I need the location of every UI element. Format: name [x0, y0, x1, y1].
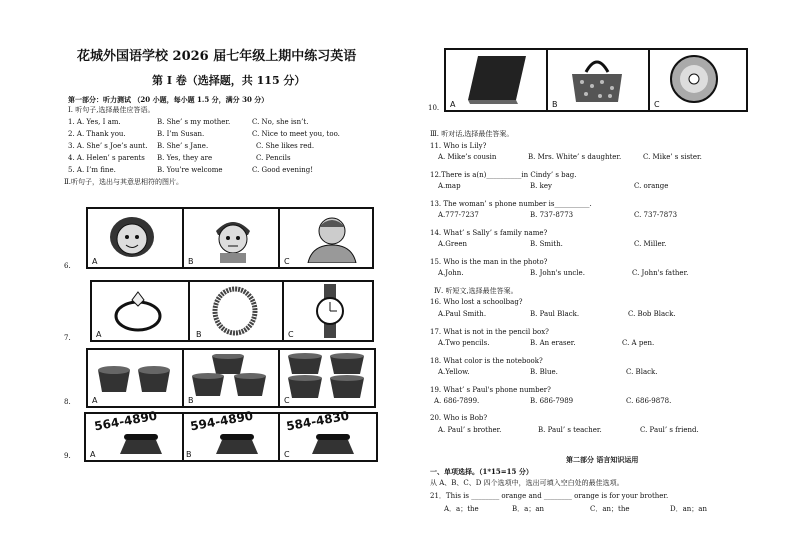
- question: 13. The woman’ s phone number is__________.: [430, 200, 592, 208]
- list-item: C. No, she isn’t.: [252, 118, 309, 126]
- picture-strip-10: [444, 48, 748, 112]
- list-item: C. Good evening!: [252, 166, 314, 174]
- option-c: C. 737-7873: [634, 211, 678, 219]
- row-number: 8.: [64, 398, 71, 406]
- phone-number-c: 584-4830: [285, 408, 351, 434]
- list-item: C. Pencils: [256, 154, 291, 162]
- option-b: B. 737-8773: [530, 211, 574, 219]
- option-c: C. Black.: [626, 368, 658, 376]
- picture-strip-8: [86, 348, 376, 408]
- telephone-icon: [308, 434, 358, 456]
- man-face-icon: [302, 211, 362, 263]
- option-label: C: [284, 396, 290, 405]
- question: 12.There is a(n)__________in Cindy’ s bag.: [430, 171, 577, 179]
- sec4-heading: Ⅳ. 听短文,选择最佳答案。: [434, 287, 518, 295]
- option-label: B: [552, 100, 558, 109]
- question: 11. Who is Lily?: [430, 142, 487, 150]
- option-b: B. John's uncle.: [530, 269, 585, 277]
- girl-face-icon: [104, 213, 160, 263]
- list-item: 1. A. Yes, I am.: [68, 118, 121, 126]
- option-label: B: [186, 450, 192, 459]
- question-21: 21．This is ________ orange and ________ orange is for your brother.: [430, 492, 669, 500]
- telephone-icon: [212, 434, 262, 456]
- sec1-heading: Ⅰ. 听句子,选择最佳应答语。: [68, 106, 155, 114]
- question: 20. Who is Bob?: [430, 414, 488, 422]
- option-label: A: [90, 450, 96, 459]
- option-label: A: [92, 257, 98, 266]
- ring-icon: [110, 288, 166, 334]
- list-item: B. Yes, they are: [157, 154, 213, 162]
- picture-strip-7: [90, 280, 374, 342]
- option-label: B: [196, 330, 202, 339]
- option-d: D．an；an: [670, 505, 707, 513]
- row-number: 6.: [64, 262, 71, 270]
- list-item: B. She’ s Jane.: [157, 142, 209, 150]
- question: 19. What’ s Paul's phone number?: [430, 386, 551, 394]
- cd-disc-icon: [666, 54, 722, 104]
- option-c: C．an；the: [590, 505, 630, 513]
- option-c: C. John's father.: [632, 269, 689, 277]
- option-b: B．a；an: [512, 505, 544, 513]
- question: 16. Who lost a schoolbag?: [430, 298, 523, 306]
- list-item: 4. A. Helen’ s parents: [68, 154, 145, 162]
- option-label: C: [288, 330, 294, 339]
- row-number: 10.: [428, 104, 440, 112]
- option-c: C. Bob Black.: [628, 310, 676, 318]
- list-item: 2. A. Thank you.: [68, 130, 126, 138]
- option-label: C: [654, 100, 660, 109]
- option-b: B. Mrs. White’ s daughter.: [528, 153, 622, 161]
- option-label: B: [188, 396, 194, 405]
- option-a: A.777-7237: [438, 211, 479, 219]
- option-a: A. Mike’s cousin: [438, 153, 497, 161]
- question: 15. Who is the man in the photo?: [430, 258, 548, 266]
- option-b: B. 686-7989: [530, 397, 574, 405]
- question: 17. What is not in the pencil box?: [430, 328, 549, 336]
- option-b: B. Blue.: [530, 368, 558, 376]
- option-a: A.Paul Smith.: [438, 310, 487, 318]
- list-item: B. You’re welcome: [157, 166, 223, 174]
- watch-icon: [310, 284, 350, 338]
- book-icon: [464, 54, 530, 106]
- option-a: A.John.: [438, 269, 464, 277]
- option-a: A.Green: [438, 240, 468, 248]
- four-cups-icon: [284, 352, 370, 402]
- question: 18. What color is the notebook?: [430, 357, 543, 365]
- option-label: C: [284, 257, 290, 266]
- option-a: A.map: [438, 182, 461, 190]
- option-a: A. Paul’ s brother.: [438, 426, 502, 434]
- option-c: C. orange: [634, 182, 669, 190]
- handbag-icon: [564, 52, 630, 106]
- row-number: 7.: [64, 334, 71, 342]
- necklace-icon: [210, 286, 260, 336]
- list-item: C. She likes red.: [256, 142, 315, 150]
- part1-header: 第一部分：听力测试 （20 小题，每小题 1.5 分，满分 30 分）: [68, 95, 269, 104]
- phone-number-a: 564-4890: [93, 408, 159, 434]
- option-c: C. Paul’ s friend.: [640, 426, 699, 434]
- option-c: C. 686-9878.: [626, 397, 672, 405]
- list-item: 3. A. She’ s Joe’s aunt.: [68, 142, 148, 150]
- option-a: A. 686-7899.: [434, 397, 480, 405]
- phone-number-b: 594-4890: [189, 408, 255, 434]
- part2-instruction: 从 A、B、C、D 四个选项中，选出可填入空白处的最佳选项。: [430, 479, 624, 487]
- option-a: A．a；the: [444, 505, 479, 513]
- option-label: A: [92, 396, 98, 405]
- option-b: B. key: [530, 182, 552, 190]
- part2-header: 第二部分 语言知识运用: [566, 455, 639, 464]
- three-cups-icon: [188, 354, 274, 400]
- volume-heading: 第 I 卷（选择题，共 115 分）: [152, 74, 306, 87]
- option-b: B. An eraser.: [530, 339, 576, 347]
- option-label: A: [96, 330, 102, 339]
- option-b: B. Smith.: [530, 240, 563, 248]
- sec2-heading: Ⅱ.听句子，选出与其意思相符的图片。: [64, 178, 183, 186]
- option-b: B. Paul’ s teacher.: [538, 426, 602, 434]
- option-label: A: [450, 100, 456, 109]
- option-label: C: [284, 450, 290, 459]
- two-cups-icon: [94, 364, 178, 400]
- telephone-icon: [116, 434, 166, 456]
- option-c: C. Mike’ s sister.: [643, 153, 702, 161]
- option-a: A.Yellow.: [438, 368, 470, 376]
- row-number: 9.: [64, 452, 71, 460]
- option-label: B: [188, 257, 194, 266]
- picture-strip-9: [84, 408, 378, 462]
- picture-strip-6: [86, 207, 374, 269]
- option-c: C. A pen.: [622, 339, 655, 347]
- boy-face-icon: [208, 213, 258, 263]
- option-a: A.Two pencils.: [438, 339, 490, 347]
- part2-sec1-heading: 一、单项选择。（1*15=15 分）: [430, 467, 533, 476]
- option-b: B. Paul Black.: [530, 310, 580, 318]
- list-item: 5. A. I’m fine.: [68, 166, 116, 174]
- list-item: B. She’ s my mother.: [157, 118, 231, 126]
- option-c: C. Miller.: [634, 240, 667, 248]
- page-title: 花城外国语学校 2026 届七年级上期中练习英语: [77, 49, 357, 64]
- sec3-heading: Ⅲ. 听对话,选择最佳答案。: [430, 130, 514, 138]
- list-item: C. Nice to meet you, too.: [252, 130, 340, 138]
- list-item: B. I’m Susan.: [157, 130, 205, 138]
- question: 14. What’ s Sally’ s family name?: [430, 229, 548, 237]
